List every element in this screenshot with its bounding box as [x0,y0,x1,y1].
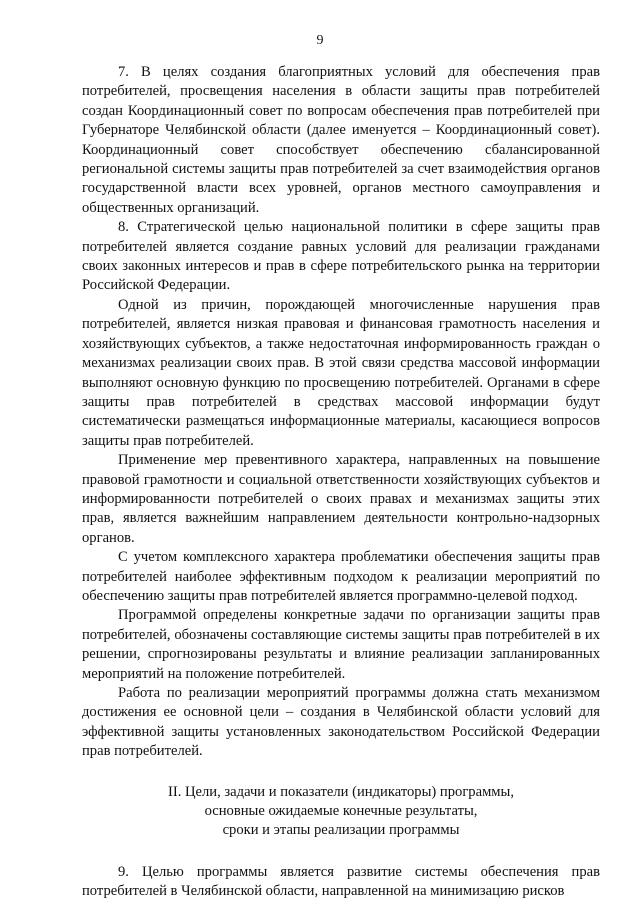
paragraph-8-strategic-goal: 8. Стратегической целью национальной политики в сфере защиты прав потребителей является создание равных условий для реализации гражданами своих законных интересов и прав в сфере потребительского рынка на территории Российской Федерации. [82,219,600,294]
paragraph-preventive-measures: Применение мер превентивного характера, направленных на повышение правовой грамотности и социальной ответственности хозяйствующих субъектов и информированности потребителей о своих правах и механизмах защиты этих прав, является важнейшим направлением деятельности контрольно-надзорных органов. [82,452,600,546]
paragraph-violations-causes: Одной из причин, порождающей многочисленные нарушения прав потребителей, является низкая правовая и финансовая грамотность населения и хозяйствующих субъектов, а также недостаточная информированность граждан о механизмах реализации своих прав. В этой связи средства массовой информации выполняют основную функцию по просвещению потребителей. Органами в сфере защиты прав потребителей в средствах массовой информации будут систематически размещаться информационные материалы, касающиеся вопросов защиты прав потребителей. [82,296,600,449]
document-body [82,63,600,902]
paragraph-program-approach: С учетом комплексного характера проблематики обеспечения защиты прав потребителей наиболее эффективным подходом к реализации мероприятий по обеспечению защиты прав потребителей является программно-целевой подход. [82,549,600,604]
paragraph-program-tasks: Программой определены конкретные задачи по организации защиты прав потребителей, обозначены составляющие системы защиты прав потребителей в их решении, спрогнозированы результаты и влияние реализации запланированных мероприятий на положение потребителей. [82,607,600,682]
section-heading [82,783,600,841]
paragraph-7-coordination-council: 7. В целях создания благоприятных условий для обеспечения прав потребителей, просвещения населения в области защиты прав потребителей создан Координационный совет по вопросам обеспечения прав потребителей при Губернаторе Челябинской области (далее именуется – Координационный совет). Координационный совет способствует обеспечению сбалансированной региональной системы защиты прав потребителей за счет взаимодействия органов государственной власти всех уровней, органов местного самоуправления и общественных организаций. [82,64,600,216]
paragraph-program-goal: Работа по реализации мероприятий программы должна стать механизмом достижения ее основной цели – создания в Челябинской области условий для эффективной защиты установленных законодательством Российской Федерации прав потребителей. [82,685,600,760]
section-heading-line-2: основные ожидаемые конечные результаты, [204,803,478,820]
page-number: 9 [316,33,324,48]
section-heading-line-3: сроки и этапы реализации программы [222,822,460,839]
section-heading-line-1: II. Цели, задачи и показатели (индикаторы) программы, [167,783,515,800]
paragraph-9-program-goal: 9. Целью программы является развитие системы обеспечения прав потребителей в Челябинской области, направленной на минимизацию рисков [82,863,600,900]
